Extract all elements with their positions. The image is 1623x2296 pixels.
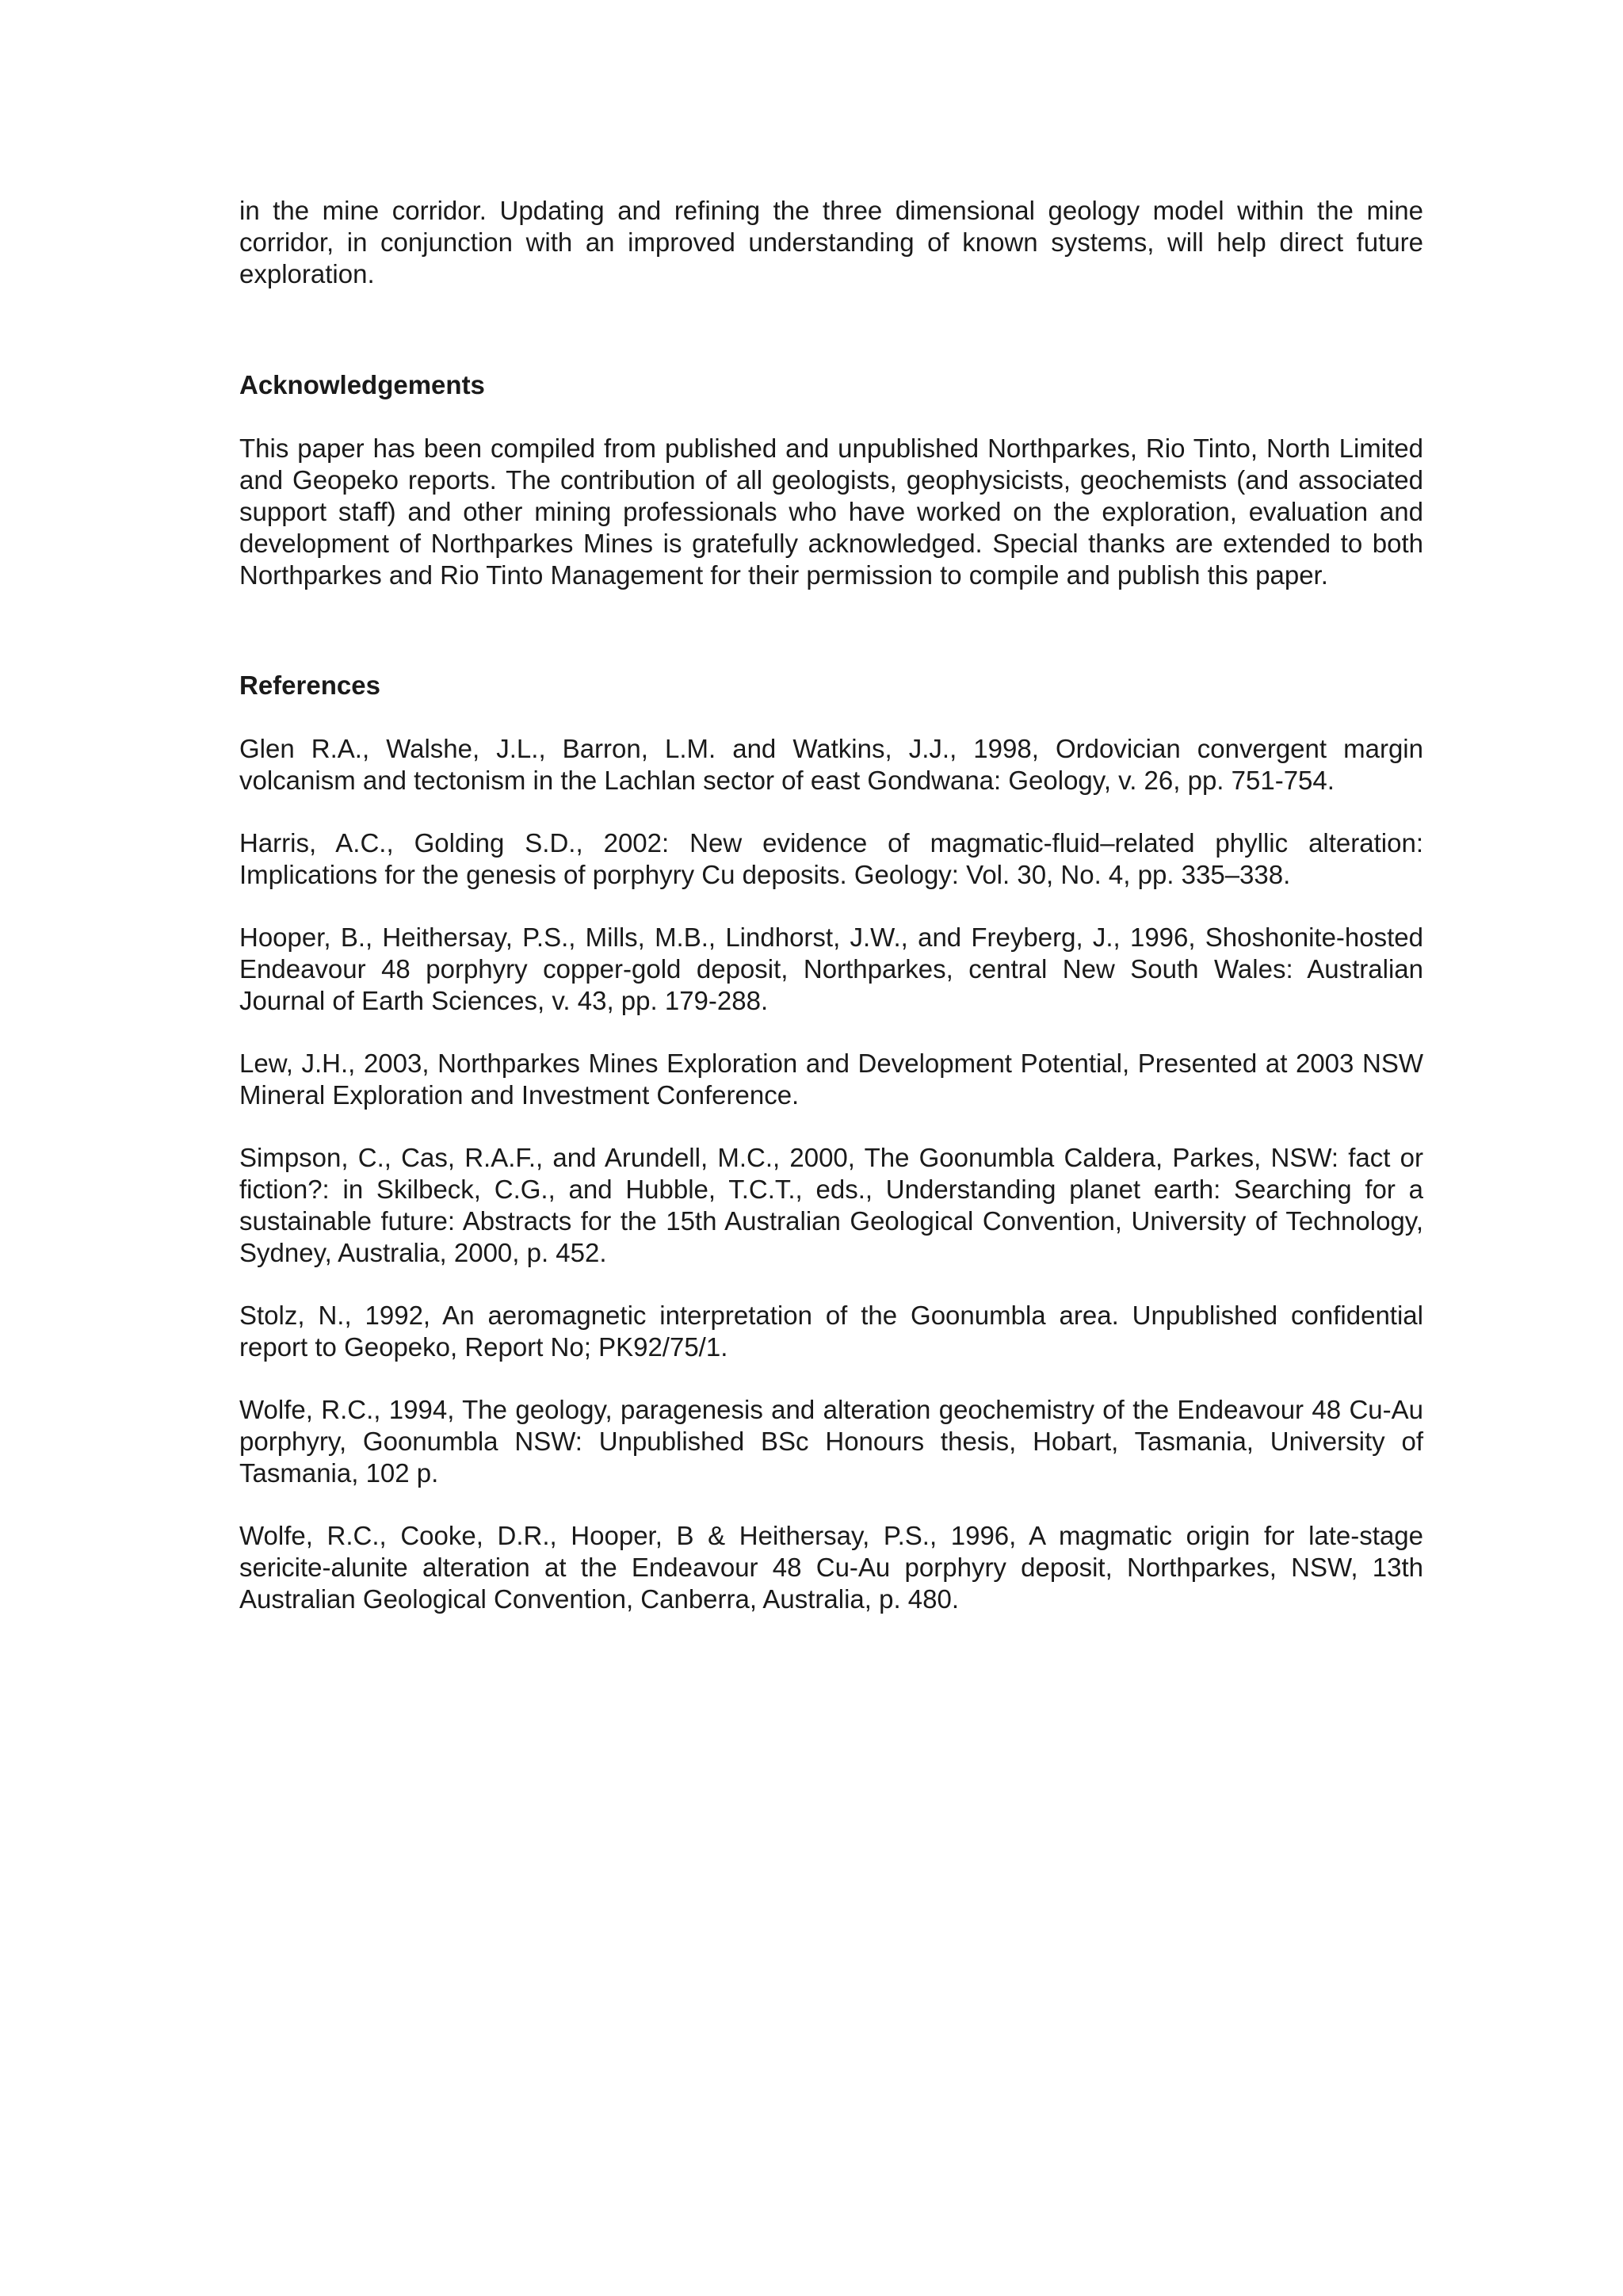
reference-item: Wolfe, R.C., 1994, The geology, paragenesis and alteration geochemistry of the Endeavour 48 Cu-Au porphyry, Goonumbla NSW: Unpublished BSc Honours thesis, Hobart, Tasmania, University of Tasmania, 102 p. <box>239 1395 1423 1488</box>
spacer <box>239 290 1423 369</box>
spacer <box>239 797 1423 827</box>
document-page <box>239 195 1423 1615</box>
spacer <box>239 1269 1423 1300</box>
reference-item: Simpson, C., Cas, R.A.F., and Arundell, M.C., 2000, The Goonumbla Caldera, Parkes, NSW: fact or fiction?: in Skilbeck, C.G., and Hubble, T.C.T., eds., Understanding planet earth: Searching for a sustainable future: Abstracts for the 15th Australian Geological Convention, University of Technology, Sydney, Australia, 2000, p. 452. <box>239 1143 1423 1267</box>
references-list <box>239 733 1423 1615</box>
spacer <box>239 401 1423 433</box>
spacer <box>239 591 1423 670</box>
intro-paragraph: in the mine corridor. Updating and refining the three dimensional geology model within the mine corridor, in conjunction with an improved understanding of known systems, will help direct future exploration. <box>239 196 1423 288</box>
acknowledgements-heading: Acknowledgements <box>239 370 485 399</box>
spacer <box>239 1489 1423 1520</box>
reference-item: Glen R.A., Walshe, J.L., Barron, L.M. and Watkins, J.J., 1998, Ordovician convergent margin volcanism and tectonism in the Lachlan sector of east Gondwana: Geology, v. 26, pp. 751-754. <box>239 734 1423 795</box>
spacer <box>239 1017 1423 1048</box>
references-heading: References <box>239 670 380 700</box>
acknowledgements-paragraph: This paper has been compiled from published and unpublished Northparkes, Rio Tinto, North Limited and Geopeko reports. The contribution of all geologists, geophysicists, geochemists (and associated support staff) and other mining professionals who have worked on the exploration, evaluation and development of Northparkes Mines is gratefully acknowledged. Special thanks are extended to both Northparkes and Rio Tinto Management for their permission to compile and publish this paper. <box>239 434 1423 590</box>
reference-item: Stolz, N., 1992, An aeromagnetic interpretation of the Goonumbla area. Unpublished confidential report to Geopeko, Report No; PK92/75/1. <box>239 1301 1423 1362</box>
reference-item: Wolfe, R.C., Cooke, D.R., Hooper, B & Heithersay, P.S., 1996, A magmatic origin for late-stage sericite-alunite alteration at the Endeavour 48 Cu-Au porphyry deposit, Northparkes, NSW, 13th Australian Geological Convention, Canberra, Australia, p. 480. <box>239 1521 1423 1614</box>
spacer <box>239 1363 1423 1394</box>
reference-item: Hooper, B., Heithersay, P.S., Mills, M.B., Lindhorst, J.W., and Freyberg, J., 1996, Shoshonite-hosted Endeavour 48 porphyry copper-gold deposit, Northparkes, central New South Wales: Australian Journal of Earth Sciences, v. 43, pp. 179-288. <box>239 923 1423 1015</box>
spacer <box>239 701 1423 733</box>
reference-item: Harris, A.C., Golding S.D., 2002: New evidence of magmatic-fluid–related phyllic alteration: Implications for the genesis of porphyry Cu deposits. Geology: Vol. 30, No. 4, pp. 335–338. <box>239 828 1423 889</box>
reference-item: Lew, J.H., 2003, Northparkes Mines Exploration and Development Potential, Presented at 2003 NSW Mineral Exploration and Investment Conference. <box>239 1049 1423 1110</box>
spacer <box>239 891 1423 922</box>
spacer <box>239 1111 1423 1142</box>
